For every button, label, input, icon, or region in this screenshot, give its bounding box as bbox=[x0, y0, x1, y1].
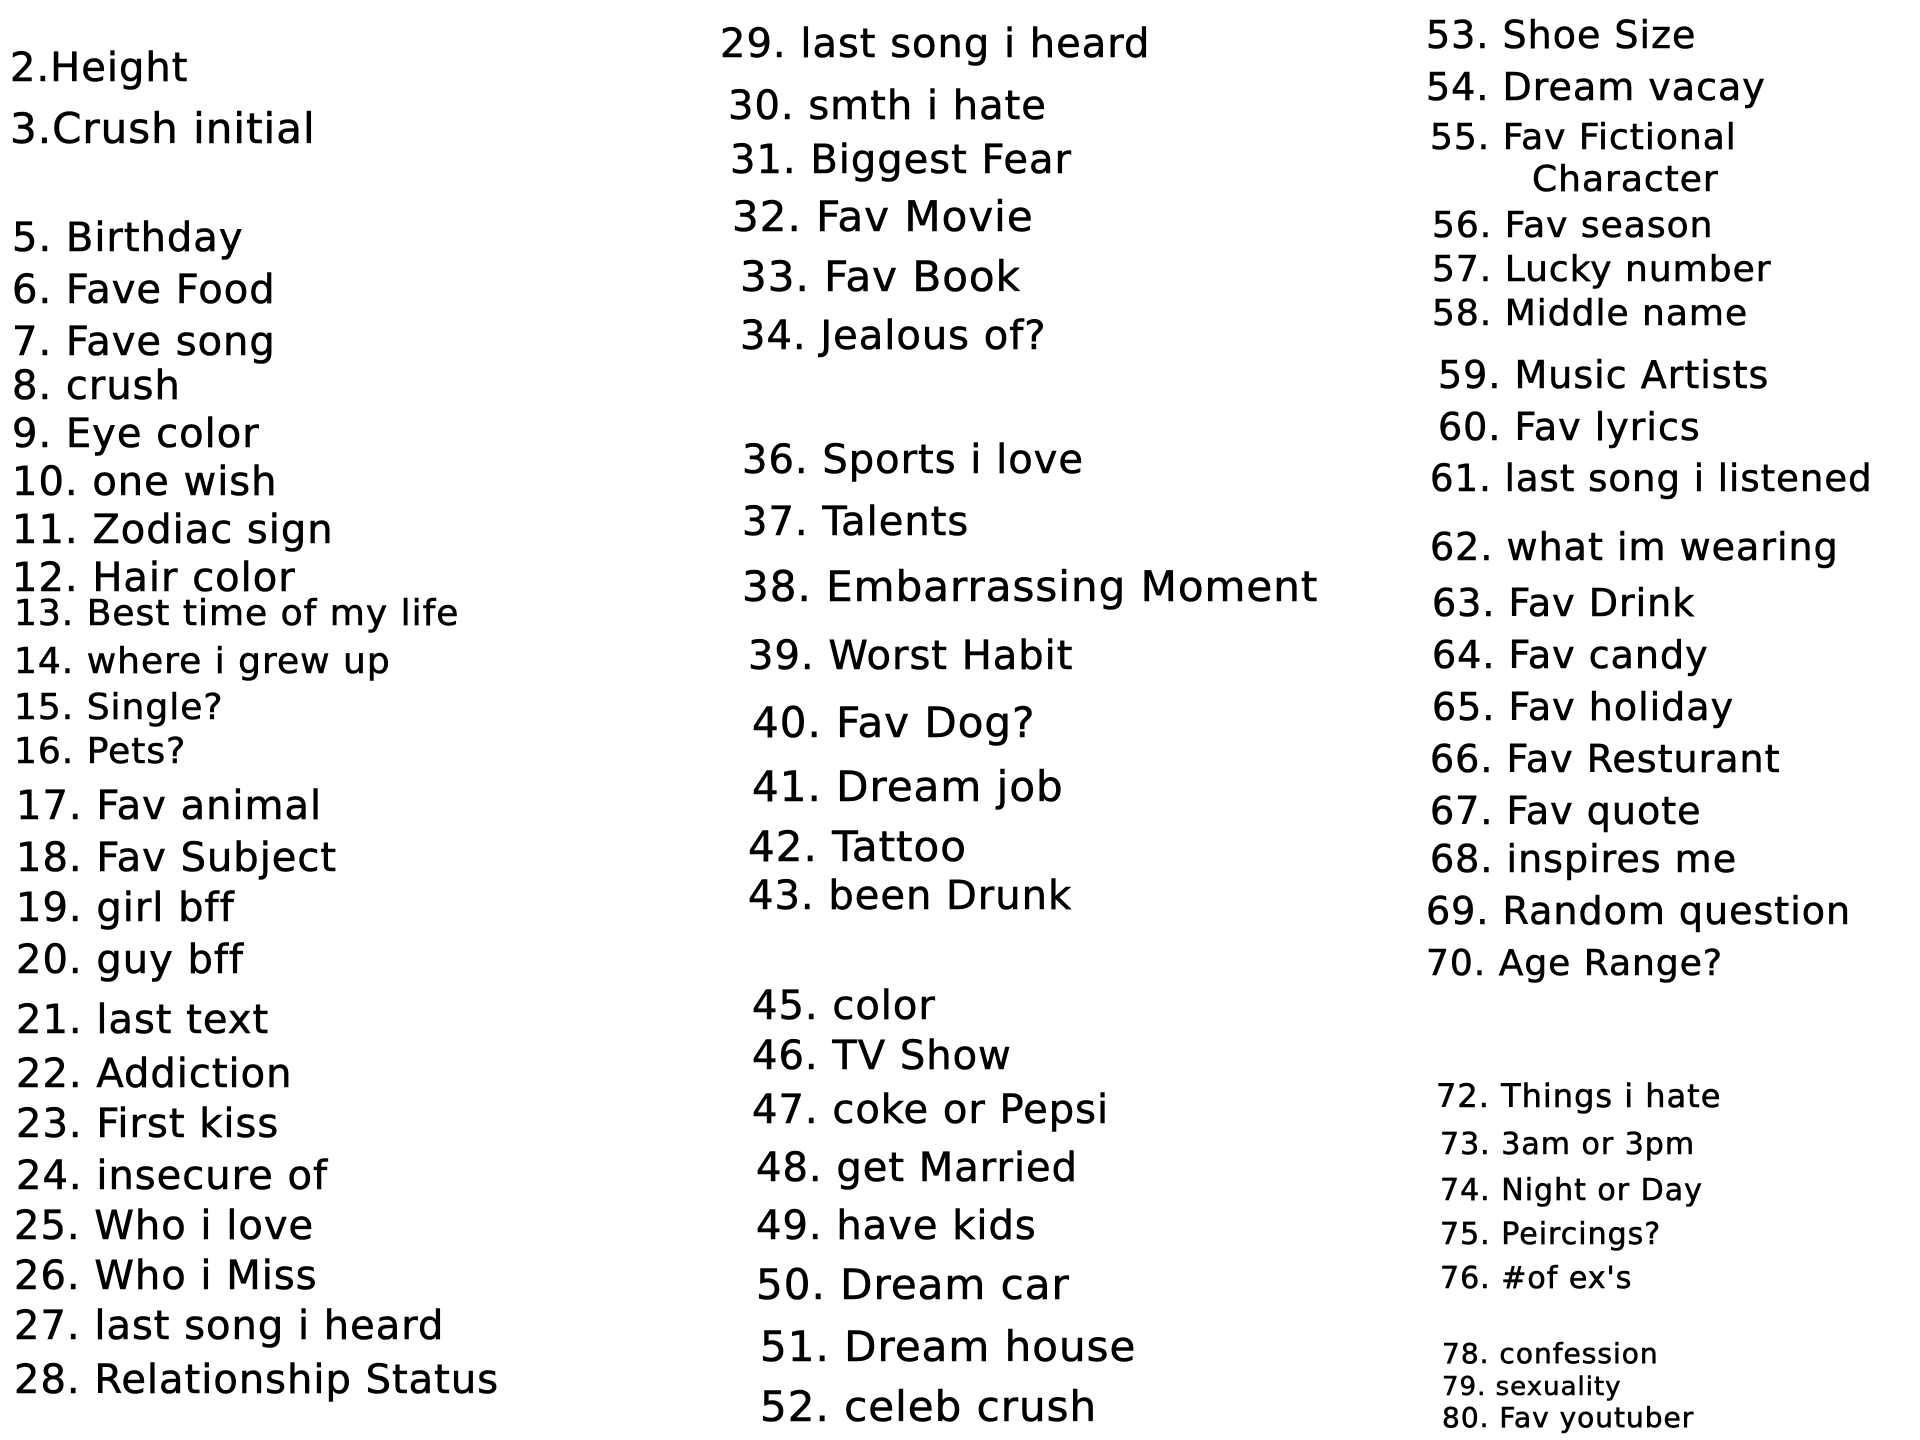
survey-item: 80. Fav youtuber bbox=[1442, 1401, 1695, 1434]
survey-item: 30. smth i hate bbox=[728, 83, 1047, 129]
survey-item: 45. color bbox=[752, 983, 936, 1029]
survey-item: 52. celeb crush bbox=[760, 1382, 1098, 1431]
survey-item: 62. what im wearing bbox=[1430, 525, 1839, 569]
survey-item: 59. Music Artists bbox=[1438, 353, 1770, 397]
survey-item: 58. Middle name bbox=[1432, 293, 1749, 334]
survey-item: 43. been Drunk bbox=[748, 873, 1073, 919]
survey-item: 70. Age Range? bbox=[1426, 943, 1723, 984]
survey-item: 15. Single? bbox=[14, 687, 224, 728]
survey-item: 69. Random question bbox=[1426, 889, 1852, 933]
survey-item: 56. Fav season bbox=[1432, 205, 1714, 246]
survey-item: 10. one wish bbox=[12, 459, 278, 505]
survey-item: 11. Zodiac sign bbox=[12, 507, 334, 553]
survey-item: 74. Night or Day bbox=[1440, 1173, 1703, 1208]
survey-item: 28. Relationship Status bbox=[14, 1357, 500, 1403]
survey-item: 26. Who i Miss bbox=[14, 1253, 318, 1299]
survey-item: 34. Jealous of? bbox=[740, 313, 1047, 359]
survey-item: 42. Tattoo bbox=[748, 822, 967, 871]
survey-item: 53. Shoe Size bbox=[1426, 13, 1697, 57]
survey-item: 29. last song i heard bbox=[720, 21, 1151, 67]
survey-item: 48. get Married bbox=[756, 1145, 1079, 1191]
survey-item: 40. Fav Dog? bbox=[752, 698, 1036, 747]
survey-item: 55. Fav Fictional bbox=[1430, 117, 1737, 158]
survey-item: 73. 3am or 3pm bbox=[1440, 1127, 1696, 1162]
survey-item: 49. have kids bbox=[756, 1203, 1037, 1249]
survey-item: 2.Height bbox=[10, 45, 189, 91]
survey-item: 24. insecure of bbox=[16, 1153, 329, 1199]
survey-item: 9. Eye color bbox=[12, 411, 260, 457]
survey-item: 79. sexuality bbox=[1442, 1372, 1622, 1402]
survey-item: 16. Pets? bbox=[14, 731, 187, 772]
survey-item: 68. inspires me bbox=[1430, 837, 1738, 881]
survey-item: 50. Dream car bbox=[756, 1260, 1070, 1309]
survey-item: 63. Fav Drink bbox=[1432, 581, 1696, 625]
survey-item: 60. Fav lyrics bbox=[1438, 405, 1701, 449]
survey-item: 39. Worst Habit bbox=[748, 633, 1074, 679]
survey-item: 76. #of ex's bbox=[1440, 1261, 1633, 1296]
survey-item: 23. First kiss bbox=[16, 1101, 280, 1147]
survey-item: 12. Hair color bbox=[12, 555, 296, 601]
survey-item: 25. Who i love bbox=[14, 1203, 315, 1249]
survey-item: 38. Embarrassing Moment bbox=[742, 562, 1319, 611]
survey-item: 41. Dream job bbox=[752, 762, 1064, 811]
survey-item: 3.Crush initial bbox=[10, 104, 316, 153]
survey-item: 67. Fav quote bbox=[1430, 789, 1702, 833]
survey-item: 54. Dream vacay bbox=[1426, 65, 1766, 109]
survey-item: 22. Addiction bbox=[16, 1051, 293, 1097]
survey-item: 33. Fav Book bbox=[740, 252, 1021, 301]
survey-item: 18. Fav Subject bbox=[16, 835, 338, 881]
survey-item: 17. Fav animal bbox=[16, 783, 323, 829]
survey-item: 47. coke or Pepsi bbox=[752, 1087, 1110, 1133]
survey-item: 65. Fav holiday bbox=[1432, 685, 1735, 729]
survey-item: 7. Fave song bbox=[12, 319, 276, 365]
survey-item: 32. Fav Movie bbox=[732, 192, 1034, 241]
survey-item: 21. last text bbox=[16, 997, 270, 1043]
survey-item: 37. Talents bbox=[742, 499, 970, 545]
survey-item: 72. Things i hate bbox=[1436, 1077, 1722, 1115]
survey-item: 5. Birthday bbox=[12, 215, 244, 261]
survey-item: 66. Fav Resturant bbox=[1430, 737, 1781, 781]
survey-item: 8. crush bbox=[12, 363, 181, 409]
survey-item: 57. Lucky number bbox=[1432, 249, 1772, 290]
survey-item: 14. where i grew up bbox=[14, 641, 391, 682]
survey-item: 78. confession bbox=[1442, 1337, 1659, 1370]
survey-item: 31. Biggest Fear bbox=[730, 137, 1072, 183]
survey-item: 13. Best time of my life bbox=[14, 593, 460, 634]
survey-item: 46. TV Show bbox=[752, 1033, 1012, 1079]
survey-item: 36. Sports i love bbox=[742, 437, 1084, 483]
survey-item: Character bbox=[1532, 159, 1719, 200]
survey-item: 27. last song i heard bbox=[14, 1303, 445, 1349]
survey-item: 19. girl bff bbox=[16, 885, 235, 931]
survey-item: 51. Dream house bbox=[760, 1322, 1137, 1371]
survey-item: 64. Fav candy bbox=[1432, 633, 1709, 677]
survey-item: 20. guy bff bbox=[16, 937, 245, 983]
survey-item: 61. last song i listened bbox=[1430, 457, 1873, 500]
survey-item: 75. Peircings? bbox=[1440, 1217, 1662, 1252]
survey-item: 6. Fave Food bbox=[12, 267, 276, 313]
